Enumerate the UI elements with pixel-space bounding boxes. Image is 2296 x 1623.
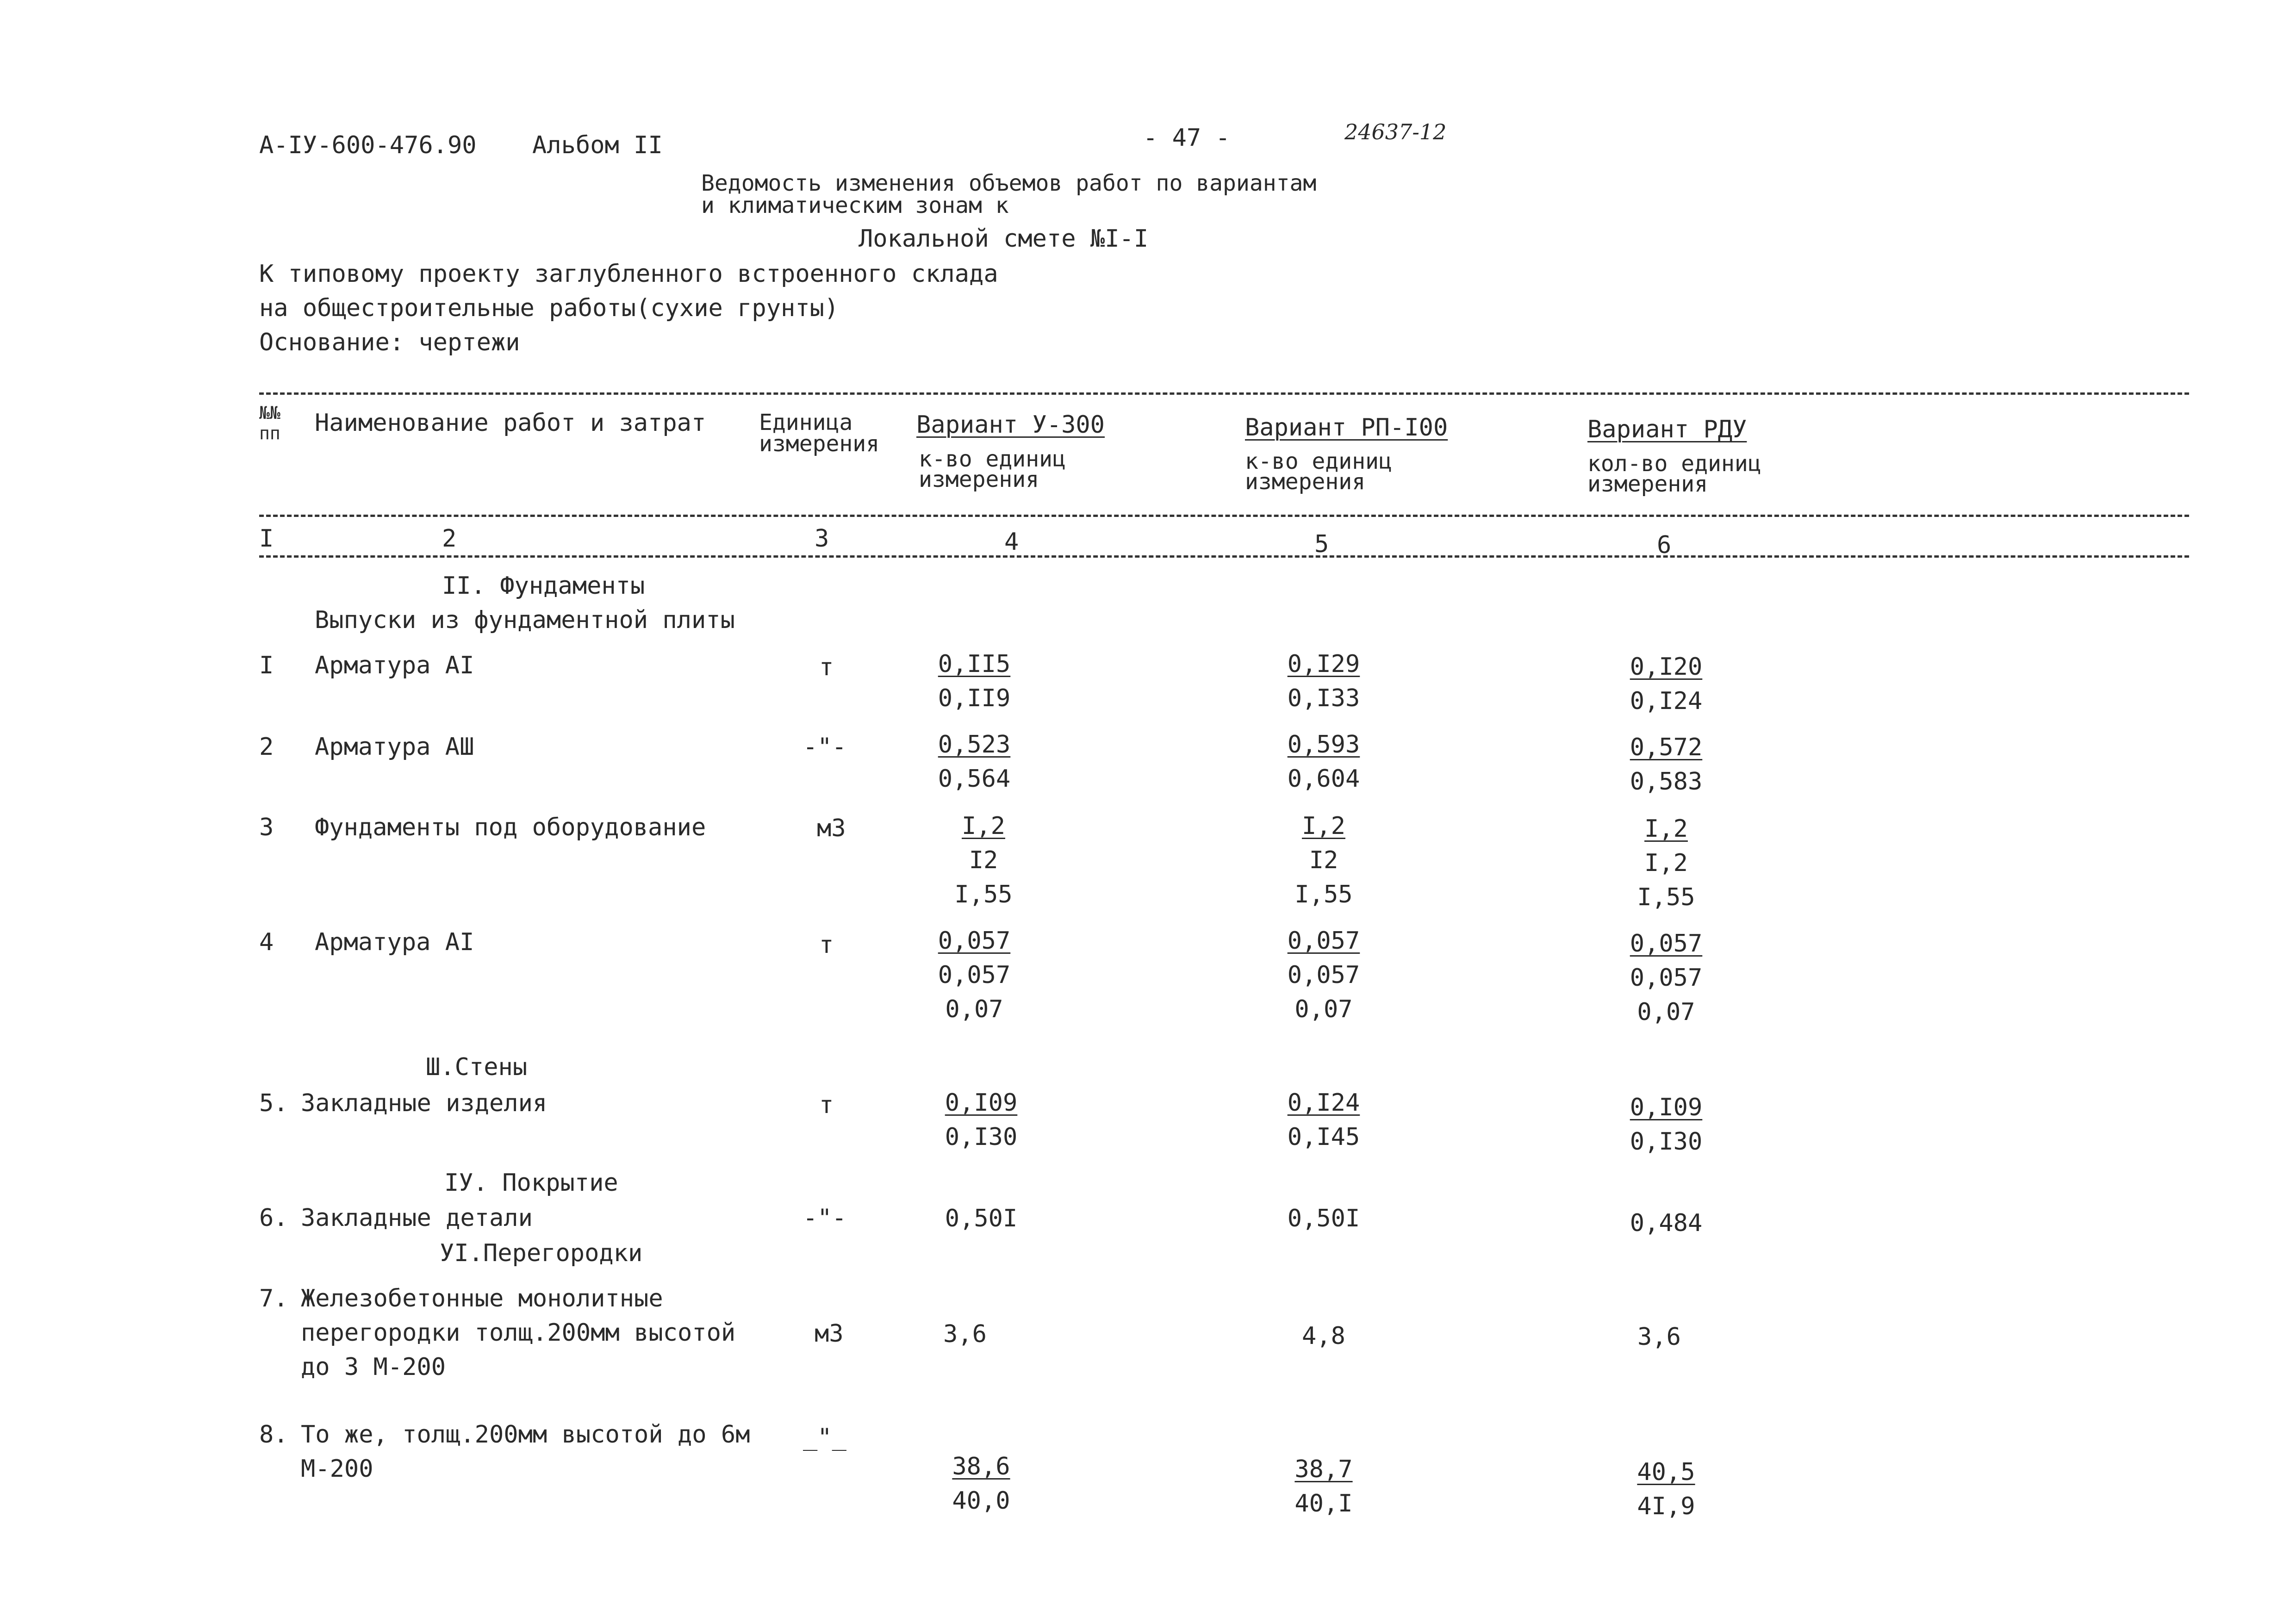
header-name: Наименование работ и затрат: [315, 409, 706, 437]
intro-line-3: Основание: чертежи: [259, 329, 520, 356]
album-label: Альбом II: [532, 131, 663, 159]
value: 0,057: [1287, 927, 1360, 955]
value: 0,07: [1294, 995, 1353, 1023]
row-2-variant-2: [1217, 728, 1430, 796]
section-subtitle-foundations: Выпуски из фундаментной плиты: [315, 606, 735, 634]
row-1-unit: т: [819, 653, 834, 681]
row-6-name: Закладные детали: [301, 1204, 533, 1232]
value: I,2: [1644, 849, 1688, 877]
column-number-rule: [259, 555, 2189, 558]
value: 38,7: [1294, 1455, 1353, 1483]
header-variant-2-sub: к-во единиц измерения: [1245, 448, 1392, 495]
row-5-name: Закладные изделия: [301, 1089, 548, 1117]
value: 0,II5: [938, 650, 1011, 678]
row-4-unit: т: [819, 931, 834, 959]
row-4-variant-2: [1217, 924, 1430, 1026]
col-number-3: 3: [815, 525, 829, 553]
row-6-variant-1: [875, 1201, 1088, 1236]
value: I,55: [1637, 883, 1695, 911]
value: 0,I20: [1630, 653, 1703, 681]
value: 0,057: [1630, 964, 1703, 992]
row-5-num: 5.: [259, 1089, 288, 1117]
col-number-1: I: [259, 525, 274, 553]
section-title-walls: Ш.Стены: [426, 1053, 528, 1081]
value: 0,057: [938, 927, 1011, 955]
header-num: №№ пп: [259, 403, 280, 443]
row-5-variant-3: [1560, 1090, 1773, 1159]
value: I,55: [954, 881, 1013, 908]
value: 40,I: [1294, 1490, 1353, 1517]
value: I2: [969, 846, 998, 874]
row-1-num: I: [259, 652, 274, 679]
value: 0,07: [1637, 998, 1695, 1026]
row-8-name-line-1: То же, толщ.200мм высотой до 6м: [301, 1421, 750, 1449]
row-6-unit: -"-: [803, 1204, 846, 1232]
row-6-variant-2: [1217, 1201, 1430, 1236]
row-1-variant-3: [1560, 650, 1773, 718]
row-2-name: Арматура АШ: [315, 733, 474, 761]
value: 0,I30: [945, 1123, 1018, 1151]
row-3-name: Фундаменты под оборудование: [315, 814, 706, 841]
page-number: - 47 -: [1143, 124, 1230, 152]
section-title-foundations: II. Фундаменты: [442, 572, 645, 600]
row-5-variant-2: [1217, 1086, 1430, 1154]
value: 0,583: [1630, 768, 1703, 796]
value: 0,523: [938, 731, 1011, 759]
table-top-rule: [259, 392, 2189, 395]
row-8-variant-2: [1217, 1452, 1430, 1521]
value: 0,I33: [1287, 684, 1360, 712]
section-title-partitions: УI.Перегородки: [440, 1239, 643, 1267]
col-number-2: 2: [442, 525, 457, 553]
row-7-variant-3: [1553, 1320, 1766, 1354]
value: 0,I24: [1287, 1089, 1360, 1117]
value: 0,I30: [1630, 1128, 1703, 1156]
value: 0,484: [1630, 1209, 1703, 1237]
value: 40,5: [1637, 1458, 1695, 1486]
value: I,55: [1294, 881, 1353, 908]
value: 0,593: [1287, 731, 1360, 759]
value: 3,6: [943, 1320, 987, 1348]
value: 0,I09: [1630, 1094, 1703, 1121]
value: 0,50I: [945, 1205, 1018, 1232]
intro-line-1: К типовому проекту заглубленного встроенного склада: [259, 260, 998, 288]
row-3-variant-1: [877, 809, 1090, 912]
row-7-variant-1: [859, 1317, 1071, 1351]
header-bottom-rule: [259, 515, 2189, 517]
title-line-3: Локальной смете №I-I: [859, 225, 1149, 253]
value: 0,II9: [938, 684, 1011, 712]
value: 0,604: [1287, 765, 1360, 793]
value: 0,564: [938, 765, 1011, 793]
row-8-num: 8.: [259, 1421, 288, 1449]
row-1-name: Арматура АI: [315, 652, 474, 679]
row-6-variant-3: [1560, 1206, 1773, 1240]
row-7-num: 7.: [259, 1285, 288, 1312]
value: 0,I24: [1630, 687, 1703, 715]
row-8-name-line-2: М-200: [301, 1455, 373, 1483]
row-7-unit: м3: [815, 1320, 844, 1348]
value: 0,I09: [945, 1089, 1018, 1117]
row-3-num: 3: [259, 814, 274, 841]
archive-stamp: 24637-12: [1344, 119, 1447, 144]
header-variant-3-title: Вариант РДУ: [1587, 416, 1747, 443]
value: 0,057: [1287, 961, 1360, 989]
row-7-name-line-2: перегородки толщ.200мм высотой: [301, 1319, 736, 1347]
row-6-num: 6.: [259, 1204, 288, 1232]
document-code: А-IУ-600-476.90: [259, 131, 477, 159]
value: 4,8: [1302, 1322, 1345, 1350]
value: 38,6: [952, 1453, 1010, 1480]
value: I2: [1309, 846, 1338, 874]
value: I,2: [1644, 815, 1688, 843]
value: 40,0: [952, 1487, 1010, 1515]
row-7-variant-2: [1217, 1319, 1430, 1353]
section-title-roofing: IУ. Покрытие: [444, 1169, 618, 1197]
header-variant-3-sub: кол-во единиц измерения: [1587, 451, 1761, 497]
col-number-6: 6: [1657, 531, 1672, 559]
header-variant-1-title: Вариант У-300: [916, 411, 1105, 439]
row-1-variant-2: [1217, 647, 1430, 715]
value: 0,I45: [1287, 1123, 1360, 1151]
row-7-name-line-1: Железобетонные монолитные: [301, 1285, 663, 1312]
col-number-4: 4: [1004, 528, 1019, 556]
intro-line-2: на общестроительные работы(сухие грунты): [259, 294, 839, 322]
row-3-variant-3: [1560, 812, 1773, 914]
row-4-name: Арматура АI: [315, 928, 474, 956]
value: 0,07: [945, 995, 1003, 1023]
row-5-variant-1: [875, 1086, 1088, 1154]
row-5-unit: т: [819, 1091, 834, 1119]
title-line-2: и климатическим зонам к: [701, 193, 1009, 218]
header-variant-1-sub: к-во единиц измерения: [919, 446, 1066, 492]
value: 0,572: [1630, 734, 1703, 761]
row-8-unit: _"_: [803, 1424, 846, 1451]
col-number-5: 5: [1314, 530, 1329, 558]
row-7-name-line-3: до 3 М-200: [301, 1353, 446, 1381]
row-3-unit: м3: [817, 815, 846, 842]
row-4-variant-1: [868, 924, 1081, 1026]
value: 4I,9: [1637, 1492, 1695, 1520]
value: 3,6: [1637, 1323, 1681, 1351]
row-4-variant-3: [1560, 927, 1773, 1029]
value: 0,057: [938, 961, 1011, 989]
title-line-1: Ведомость изменения объемов работ по вариантам: [701, 170, 1317, 196]
row-2-unit: -"-: [803, 733, 846, 761]
row-8-variant-3: [1560, 1455, 1773, 1524]
value: 0,50I: [1287, 1205, 1360, 1232]
row-2-num: 2: [259, 733, 274, 761]
value: 0,057: [1630, 930, 1703, 958]
row-4-num: 4: [259, 928, 274, 956]
row-3-variant-2: [1217, 809, 1430, 912]
row-8-variant-1: [875, 1449, 1088, 1518]
row-2-variant-1: [868, 728, 1081, 796]
header-variant-2-title: Вариант РП-I00: [1245, 414, 1448, 442]
row-2-variant-3: [1560, 730, 1773, 799]
value: 0,I29: [1287, 650, 1360, 678]
value: I,2: [962, 812, 1005, 840]
value: I,2: [1302, 812, 1345, 840]
row-1-variant-1: [868, 647, 1081, 715]
header-unit: Единица измерения: [759, 410, 880, 457]
